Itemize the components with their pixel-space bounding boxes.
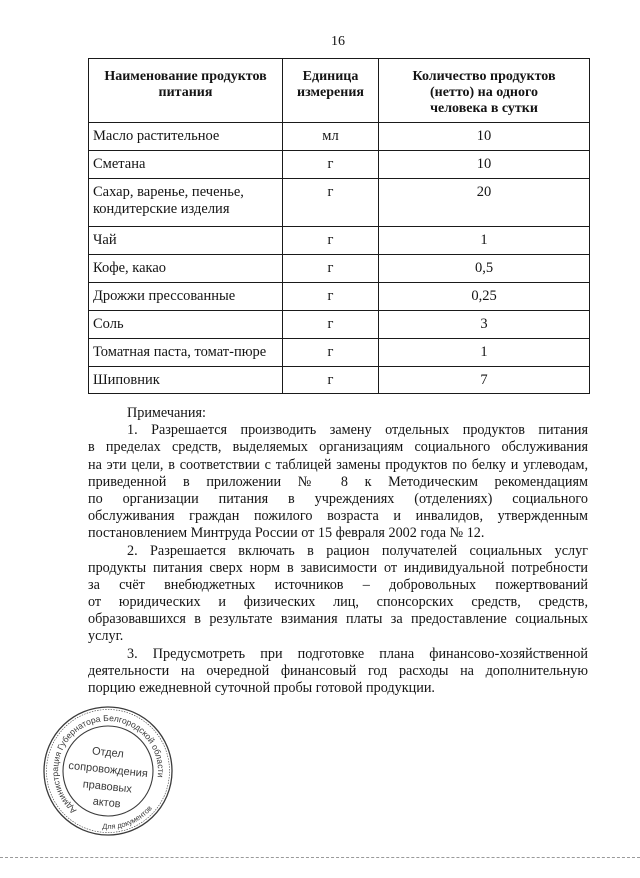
table-row bbox=[89, 151, 590, 179]
text-line: постановлением Минтруда России от 15 февраля 2002 года № 12. bbox=[88, 525, 485, 542]
page-number: 16 bbox=[331, 34, 345, 49]
cell-unit: г bbox=[283, 255, 379, 283]
table-row bbox=[89, 255, 590, 283]
text-line: в пределах средств, выделяемых организациям социального обслуживания bbox=[88, 439, 588, 456]
text-line: на эти цели, в соответствии с таблицей замены продуктов по белку и углеводам, bbox=[88, 456, 588, 473]
text-line: 2. Разрешается включать в рацион получателей социальных услуг bbox=[127, 542, 588, 559]
cell-product-name: Дрожжи прессованные bbox=[89, 283, 283, 311]
header-line: Количество продуктов bbox=[412, 69, 556, 84]
cell-product-name: Томатная паста, томат-пюре bbox=[89, 339, 283, 367]
cell-product-name: Чай bbox=[89, 227, 283, 255]
table-row bbox=[89, 367, 590, 394]
header-line: измерения bbox=[297, 85, 364, 100]
header-product-name bbox=[89, 59, 283, 123]
table-row bbox=[89, 283, 590, 311]
header-line: человека в сутки bbox=[430, 101, 538, 116]
cell-product-name: Сахар, варенье, печенье, кондитерские изделия bbox=[89, 179, 283, 227]
text-line: за счёт внебюджетных источников – добровольных пожертвований bbox=[88, 576, 588, 593]
table-row bbox=[89, 311, 590, 339]
text-line: по организации питания в учреждениях (отделениях) социального bbox=[88, 490, 588, 507]
cell-unit: г bbox=[283, 227, 379, 255]
cell-unit: г bbox=[283, 339, 379, 367]
text-line: продукты питания сверх норм в зависимости от индивидуальной потребности bbox=[88, 559, 588, 576]
text-line: обслуживания граждан пожилого возраста и инвалидов, утвержденным bbox=[88, 508, 588, 525]
table-row bbox=[89, 179, 590, 227]
header-line: Единица bbox=[302, 69, 359, 84]
cell-product-name: Шиповник bbox=[89, 367, 283, 394]
header-line: (нетто) на одного bbox=[430, 85, 538, 100]
cell-unit: мл bbox=[283, 123, 379, 151]
cell-quantity: 3 bbox=[379, 311, 590, 339]
header-line: питания bbox=[158, 85, 213, 100]
cell-unit: г bbox=[283, 151, 379, 179]
header-quantity bbox=[379, 59, 590, 123]
cell-unit: г bbox=[283, 367, 379, 394]
text-line: 1. Разрешается производить замену отдельных продуктов питания bbox=[127, 422, 588, 439]
text-line: приведенной в приложении № 8 к Методическим рекомендациям bbox=[88, 473, 588, 490]
cell-quantity: 1 bbox=[379, 339, 590, 367]
cell-quantity: 1 bbox=[379, 227, 590, 255]
text-line: 3. Предусмотреть при подготовке плана финансово-хозяйственной bbox=[127, 645, 588, 662]
header-line: Наименование продуктов bbox=[104, 69, 267, 84]
stamp-center-line: Отдел bbox=[91, 745, 125, 761]
cell-product-name: Масло растительное bbox=[89, 123, 283, 151]
cell-unit: г bbox=[283, 311, 379, 339]
official-stamp bbox=[38, 701, 178, 841]
header-unit bbox=[283, 59, 379, 123]
note-paragraph-1 bbox=[88, 422, 588, 542]
text-line: от юридических и физических лиц, спонсорских средств, средств, bbox=[88, 594, 588, 611]
table-header-row bbox=[89, 59, 590, 123]
note-paragraph-3 bbox=[88, 646, 588, 698]
stamp-center-line: актов bbox=[92, 795, 122, 811]
cell-unit: г bbox=[283, 179, 379, 227]
text-line: образовавшихся в результате взимания платы за предоставление социальных bbox=[88, 611, 588, 628]
stamp-ring-text-path: Администрация Губернатора Белгородской области bbox=[49, 712, 167, 817]
cell-quantity: 10 bbox=[379, 123, 590, 151]
stamp-center bbox=[64, 743, 150, 813]
cell-quantity: 0,25 bbox=[379, 283, 590, 311]
cell-quantity: 0,5 bbox=[379, 255, 590, 283]
cell-quantity: 7 bbox=[379, 367, 590, 394]
stamp-center-line: сопровождения bbox=[67, 759, 149, 781]
table-row bbox=[89, 123, 590, 151]
notes-title: Примечания: bbox=[127, 405, 206, 421]
food-norms-table bbox=[88, 58, 590, 394]
note-paragraph-2 bbox=[88, 543, 588, 646]
notes-section bbox=[88, 405, 588, 697]
text-line: услуг. bbox=[88, 628, 124, 645]
stamp-center-line: правовых bbox=[82, 778, 133, 796]
cell-product-name: Кофе, какао bbox=[89, 255, 283, 283]
text-line: порцию ежедневной суточной пробы готовой продукции. bbox=[88, 680, 435, 696]
table-row bbox=[89, 227, 590, 255]
cell-quantity: 20 bbox=[379, 179, 590, 227]
cell-quantity: 10 bbox=[379, 151, 590, 179]
cell-product-name: Соль bbox=[89, 311, 283, 339]
stamp-bottom-text-path: Для документов bbox=[101, 803, 154, 832]
table-row bbox=[89, 339, 590, 367]
cell-unit: г bbox=[283, 283, 379, 311]
text-line: деятельности на очередной финансовый год расходы на дополнительную bbox=[88, 662, 588, 679]
scan-artifact-line bbox=[0, 857, 640, 858]
cell-product-name: Сметана bbox=[89, 151, 283, 179]
